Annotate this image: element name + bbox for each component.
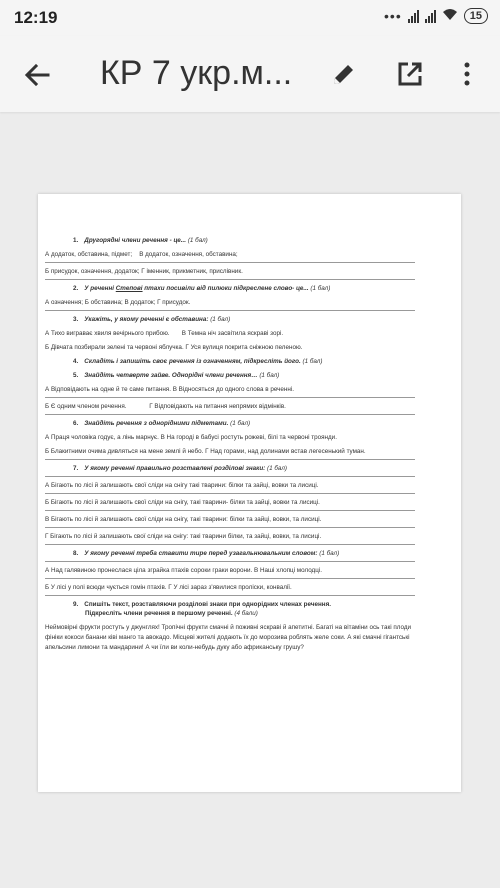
status-time: 12:19 bbox=[14, 8, 58, 27]
q4-points: (1 бал) bbox=[302, 358, 323, 365]
q1-option-b: В додаток, означення, обставина; bbox=[139, 251, 238, 258]
divider bbox=[45, 544, 415, 545]
divider bbox=[45, 578, 415, 579]
q2-options: А означення; Б обставина; В додаток; Г присудок. bbox=[45, 299, 191, 306]
q6-points: (1 бал) bbox=[230, 420, 251, 427]
q5-option-g: Г Відповідають на питання непрямих відмінків. bbox=[149, 403, 286, 410]
q7-option-g: Г Бігають по лісі й залишають свої сліди на снігу: такі тварини білки, та зайці, вовки, та лисиці. bbox=[45, 533, 322, 540]
question-3 bbox=[73, 315, 415, 324]
divider bbox=[45, 527, 415, 528]
divider bbox=[45, 493, 415, 494]
q7-option-b: Б Бігають по лісі й залишають свої сліди на снігу, такі тварини- білки та зайці, вовки та лисиці. bbox=[45, 499, 320, 506]
q7-option-a: А Бігають по лісі й залишають свої сліди на снігу такі тварини: білки та зайці, вовки та лисиці. bbox=[45, 482, 319, 489]
q5-text: Знайдіть четверте зайве. Однорідні члени речення… bbox=[84, 372, 258, 379]
q7-text: У якому реченні правильно розставлені розділові знаки: bbox=[84, 465, 266, 472]
q6-text: Знайдіть речення з однорідними підметами. bbox=[84, 420, 229, 427]
divider bbox=[45, 459, 415, 460]
question-7 bbox=[73, 464, 415, 473]
q2-points: (1 бал) bbox=[310, 285, 331, 292]
app-bar bbox=[0, 36, 500, 112]
question-9 bbox=[73, 600, 415, 609]
q6-options-row: А Праця чоловіка годує, а лінь марнує. В На городі в бабусі ростуть рожеві, білі та червоні троянди. bbox=[45, 434, 337, 441]
edit-pencil-icon[interactable] bbox=[330, 60, 358, 88]
q2-number: 2. bbox=[73, 285, 79, 292]
q2-text-post: птахи посивіли від пилюки підкреслене слово- це... bbox=[142, 285, 309, 292]
divider bbox=[45, 561, 415, 562]
divider bbox=[45, 476, 415, 477]
question-2 bbox=[73, 284, 415, 293]
q8-number: 8. bbox=[73, 550, 79, 557]
question-1 bbox=[73, 236, 415, 245]
question-8 bbox=[73, 549, 415, 558]
more-dots-icon: ••• bbox=[384, 8, 402, 24]
q5-options-row: А Відповідають на одне й те саме питання. В Відносяться до одного слова в реченні. bbox=[45, 386, 295, 393]
q5-points: (1 бал) bbox=[259, 372, 280, 379]
q9-text-line-2: Підкресліть члени речення в першому реченні. bbox=[85, 610, 233, 617]
divider bbox=[45, 595, 415, 596]
back-arrow-icon[interactable] bbox=[22, 60, 52, 90]
q1-text: Другорядні члени речення - це... bbox=[84, 237, 187, 244]
q7-number: 7. bbox=[73, 465, 79, 472]
q1-options-row bbox=[45, 250, 415, 259]
open-in-new-icon[interactable] bbox=[396, 60, 424, 88]
q8-options-row: А Над галявиною пронеслася ціла зграйка птахів сороки граки ворони. В Наші хлопці молодці. bbox=[45, 567, 322, 574]
divider bbox=[45, 414, 415, 415]
q4-text: Складіть і запишіть своє речення із означенням, підкресліть його. bbox=[84, 358, 301, 365]
wifi-icon bbox=[442, 8, 458, 24]
divider bbox=[45, 510, 415, 511]
q1-options-row-2: Б присудок, означення, додаток; Г іменник, прикметник, прислівник. bbox=[45, 268, 243, 275]
q2-underlined-word: Степові bbox=[115, 285, 143, 292]
q5-option-b: Б Є одним членом речення. bbox=[45, 403, 127, 410]
q3-points: (1 бал) bbox=[210, 316, 231, 323]
q3-options-row bbox=[45, 329, 415, 338]
battery-icon: 15 bbox=[464, 8, 488, 24]
q5-options-row-2 bbox=[45, 402, 415, 411]
q8-options-row-2: Б У лісі у полі всюди чується гомін птахів. Г У лісі зараз з'явилися проліски, конвалії. bbox=[45, 584, 292, 591]
q3-options-row-2: Б Дівчата позбирали зелені та червоні яблучка. Г Уся вулиця покрита сніжною пеленою. bbox=[45, 344, 303, 351]
q3-number: 3. bbox=[73, 316, 79, 323]
question-9-line-2 bbox=[85, 609, 415, 618]
q3-option-a: А Тихо виграває хвиля вечірнього прибою. bbox=[45, 330, 170, 337]
divider bbox=[45, 262, 415, 263]
status-bar bbox=[0, 0, 500, 36]
q9-paragraph: Неймовірні фрукти ростуть у джунглях! Тропічні фрукти смачні й поживні яскраві й апетитні. Багаті на вітаміни ось такі плоди фініки кокоси банани ківі манго та авокадо. Місцеві жителі додають їх до морозива роблять желе соки. А які смачні гігантські апельсини лимони та мандарини! А чи їли ви коли-небудь дуку або африканську грушу? bbox=[45, 624, 412, 651]
divider bbox=[45, 397, 415, 398]
signal-2-icon bbox=[425, 9, 436, 23]
question-6 bbox=[73, 419, 415, 428]
q5-number: 5. bbox=[73, 372, 79, 379]
q6-options-row-2: Б Блакитними очима дивляться на мене землі й небо. Г Над горами, над долинами встав легесенький туман. bbox=[45, 448, 366, 455]
status-icons bbox=[384, 8, 488, 24]
divider bbox=[45, 279, 415, 280]
q4-number: 4. bbox=[73, 358, 79, 365]
question-5 bbox=[73, 371, 415, 380]
q2-text-pre: У реченні bbox=[84, 285, 116, 292]
q1-points: (1 бал) bbox=[187, 237, 208, 244]
q8-text: У якому реченні треба ставити тире перед узагальнювальним словом: bbox=[84, 550, 318, 557]
document-title: КР 7 укр.м... bbox=[100, 54, 293, 92]
q1-option-a: А додаток, обставина, підмет; bbox=[45, 251, 133, 258]
q9-points: (4 бали) bbox=[234, 610, 258, 617]
q1-number: 1. bbox=[73, 237, 79, 244]
q8-points: (1 бал) bbox=[319, 550, 340, 557]
divider bbox=[45, 310, 415, 311]
question-4 bbox=[73, 357, 415, 366]
q7-option-v: В Бігають по лісі й залишають свої сліди на снігу, такі тварини: білки та зайці, вовки, та лисиці. bbox=[45, 516, 322, 523]
more-vert-icon[interactable] bbox=[460, 60, 474, 88]
q7-points: (1 бал) bbox=[267, 465, 288, 472]
document-content bbox=[45, 236, 415, 653]
q6-number: 6. bbox=[73, 420, 79, 427]
q9-number: 9. bbox=[73, 601, 79, 608]
q3-text: Укажіть, у якому реченні є обставина: bbox=[84, 316, 209, 323]
signal-icon bbox=[408, 9, 419, 23]
q9-text-line-1: Спишіть текст, розставляючи розділові знаки при однорідних членах речення. bbox=[84, 601, 332, 608]
q3-option-b: В Темна ніч засвітила яскраві зорі. bbox=[181, 330, 284, 337]
